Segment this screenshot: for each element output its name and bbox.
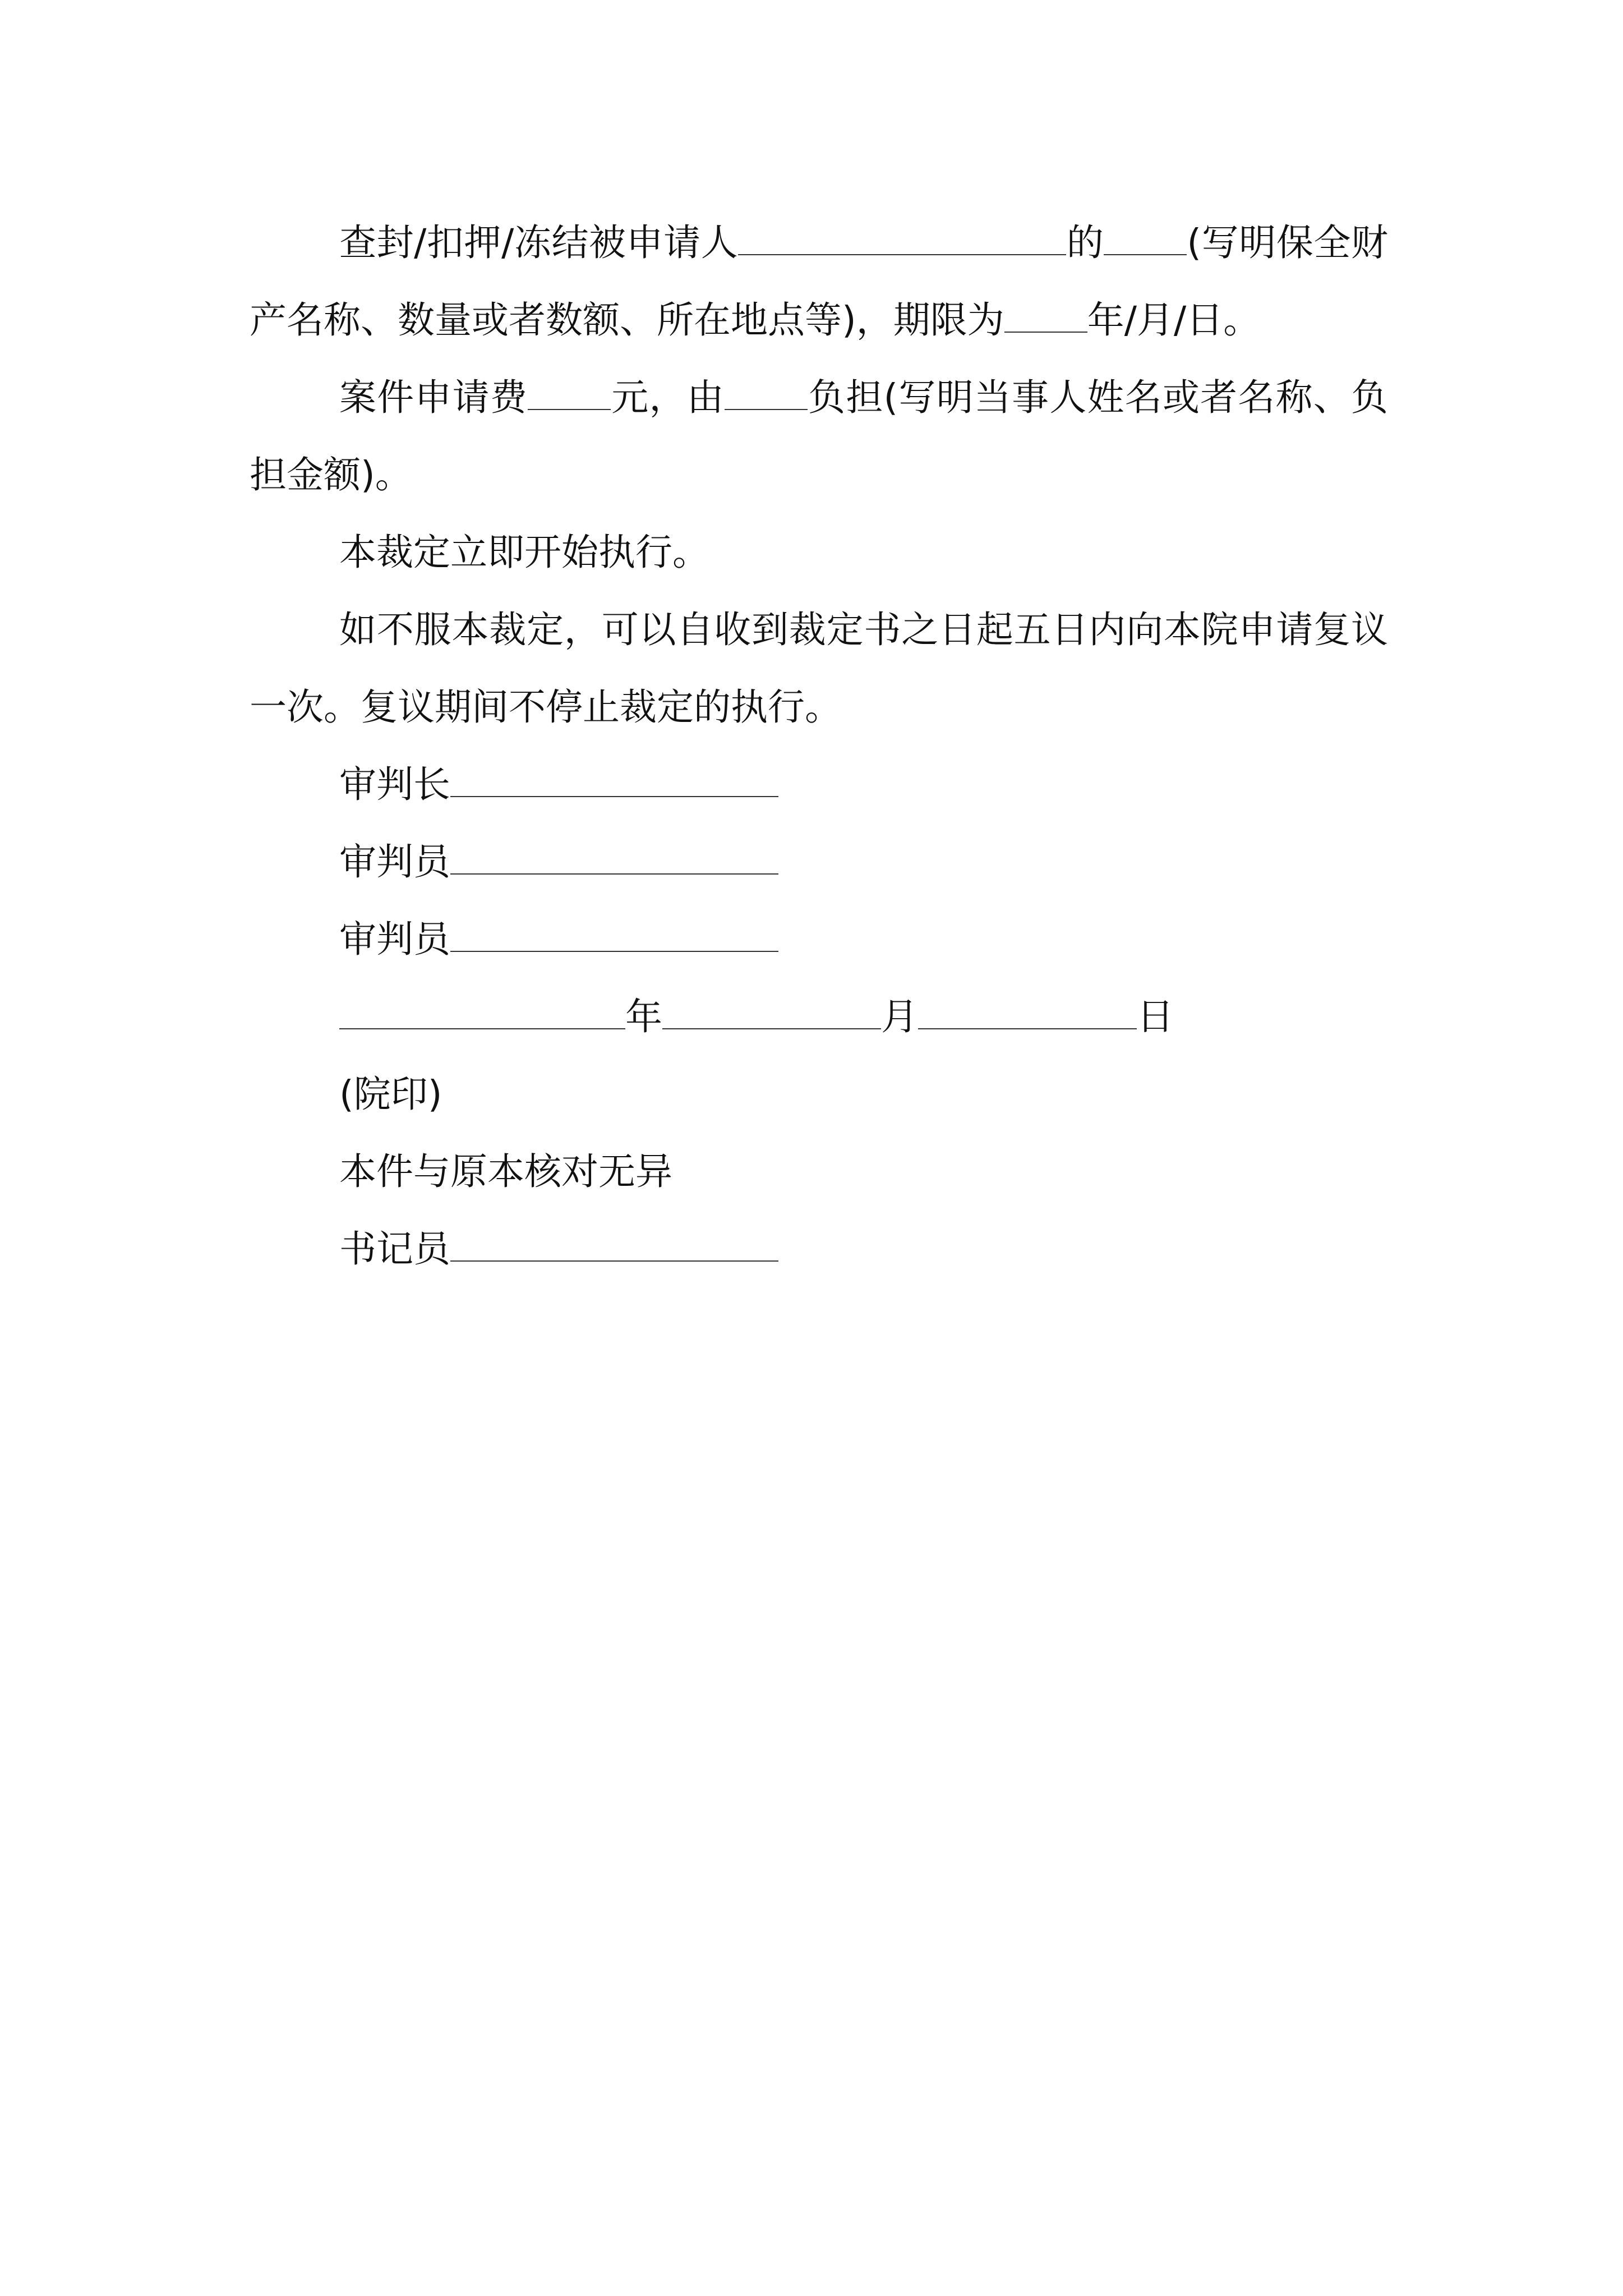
judge-blank-1[interactable] — [450, 839, 778, 875]
preservation-text-d: 年/月/日。 — [1087, 298, 1261, 342]
judge-line-2 — [250, 901, 1388, 978]
execution-paragraph: 本裁定立即开始执行。 — [339, 531, 709, 574]
year-blank[interactable] — [339, 993, 625, 1029]
fee-text-b: 元，由 — [611, 376, 725, 419]
respondent-blank[interactable] — [738, 219, 1066, 255]
preservation-text-a: 查封/扣押/冻结被申请人 — [339, 221, 739, 264]
presiding-judge-label: 审判长 — [339, 763, 450, 806]
fee-payer-blank[interactable] — [725, 374, 808, 410]
clerk-label: 书记员 — [339, 1227, 450, 1271]
day-label: 日 — [1137, 995, 1174, 1038]
judge-label-1: 审判员 — [339, 840, 450, 884]
certification-note: 本件与原本核对无异 — [339, 1150, 672, 1193]
property-blank[interactable] — [1104, 219, 1187, 255]
month-blank[interactable] — [662, 993, 881, 1029]
clerk-line — [250, 1211, 1388, 1288]
judge-blank-2[interactable] — [450, 916, 778, 952]
preservation-text-c: (写明保全财产名称、数量或者数额、所在地点等)，期限为 — [250, 221, 1389, 342]
day-blank[interactable] — [918, 993, 1137, 1029]
fee-text-a: 案件申请费 — [339, 376, 528, 419]
ruling-body — [250, 204, 1388, 1288]
fee-amount-blank[interactable] — [528, 374, 611, 410]
date-line — [250, 978, 1388, 1056]
presiding-judge-line — [250, 746, 1388, 823]
preservation-paragraph — [250, 204, 1388, 359]
clerk-blank[interactable] — [450, 1226, 778, 1262]
fee-text-c: 负担(写明当事人姓名或者名称、负担金额)。 — [250, 376, 1389, 496]
month-label: 月 — [881, 995, 918, 1038]
appeal-paragraph: 如不服本裁定，可以自收到裁定书之日起五日内向本院申请复议一次。复议期间不停止裁定的执行。 — [250, 608, 1388, 729]
judge-label-2: 审判员 — [339, 918, 450, 961]
year-label: 年 — [625, 995, 662, 1038]
presiding-judge-blank[interactable] — [450, 761, 778, 797]
fee-paragraph — [250, 359, 1388, 514]
judge-line-1 — [250, 823, 1388, 901]
court-seal: (院印) — [339, 1073, 442, 1116]
period-blank[interactable] — [1004, 297, 1087, 333]
preservation-text-b: 的 — [1066, 221, 1104, 264]
